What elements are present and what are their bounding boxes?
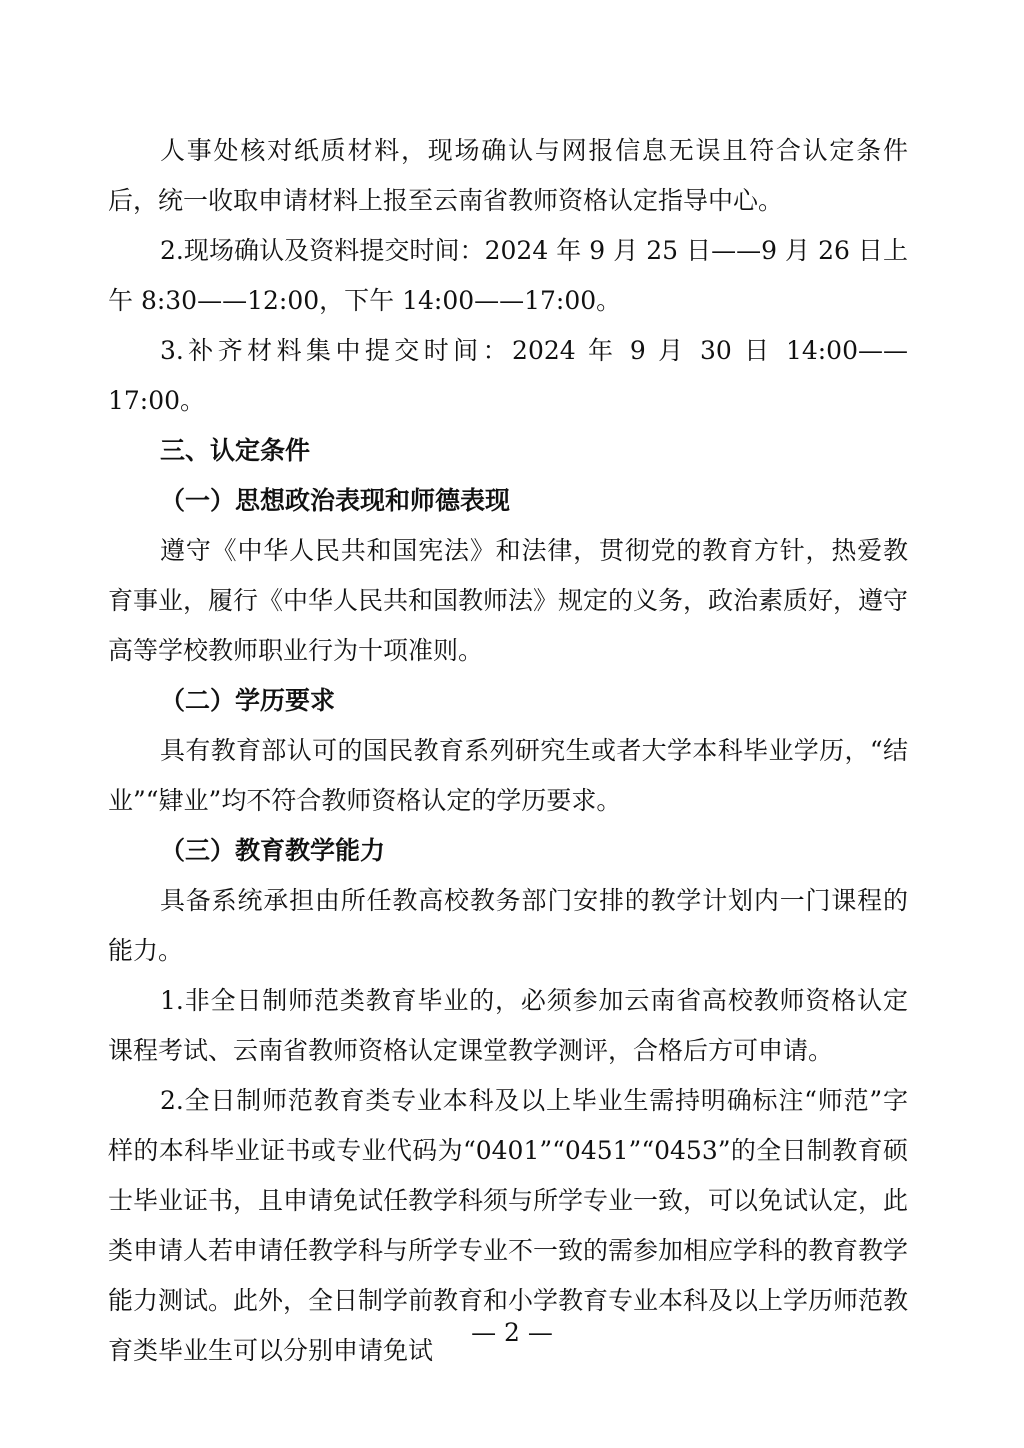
paragraph-4: 遵守《中华人民共和国宪法》和法律，贯彻党的教育方针，热爱教育事业，履行《中华人民共和国教师法》规定的义务，政治素质好，遵守高等学校教师职业行为十项准则。 xyxy=(108,536,909,665)
subheading-1: （一）思想政治表现和师德表现 xyxy=(160,486,511,515)
paragraph-6: 具备系统承担由所任教高校教务部门安排的教学计划内一门课程的能力。 xyxy=(108,886,908,965)
section-heading: 三、认定条件 xyxy=(160,436,311,465)
paragraph-3: 3.补齐材料集中提交时间：2024 年 9 月 30 日 14:00——17:00。 xyxy=(108,336,908,415)
subheading-3: （三）教育教学能力 xyxy=(160,836,386,865)
body-text xyxy=(108,126,908,1376)
page-number: — 2 — xyxy=(471,1318,553,1347)
paragraph-8: 2.全日制师范教育类专业本科及以上毕业生需持明确标注“师范”字样的本科毕业证书或专业代码为“0401”“0451”“0453”的全日制教育硕士毕业证书，且申请免试任教学科须与所学专业一致，可以免试认定，此类申请人若申请任教学科与所学专业不一致的需参加相应学科的教育教学能力测试。此外，全日制学前教育和小学教育专业本科及以上学历师范教育类毕业生可以分别申请免试 xyxy=(108,1086,909,1365)
paragraph-5: 具有教育部认可的国民教育系列研究生或者大学本科毕业学历，“结业”“肄业”均不符合教师资格认定的学历要求。 xyxy=(108,736,908,815)
subheading-2: （二）学历要求 xyxy=(160,686,336,715)
paragraph-2: 2.现场确认及资料提交时间：2024 年 9 月 25 日——9 月 26 日上午 8:30——12:00，下午 14:00——17:00。 xyxy=(108,236,908,315)
paragraph-7: 1.非全日制师范类教育毕业的，必须参加云南省高校教师资格认定课程考试、云南省教师资格认定课堂教学测评，合格后方可申请。 xyxy=(108,986,908,1065)
paragraph-1: 人事处核对纸质材料，现场确认与网报信息无误且符合认定条件后，统一收取申请材料上报至云南省教师资格认定指导中心。 xyxy=(108,136,908,215)
